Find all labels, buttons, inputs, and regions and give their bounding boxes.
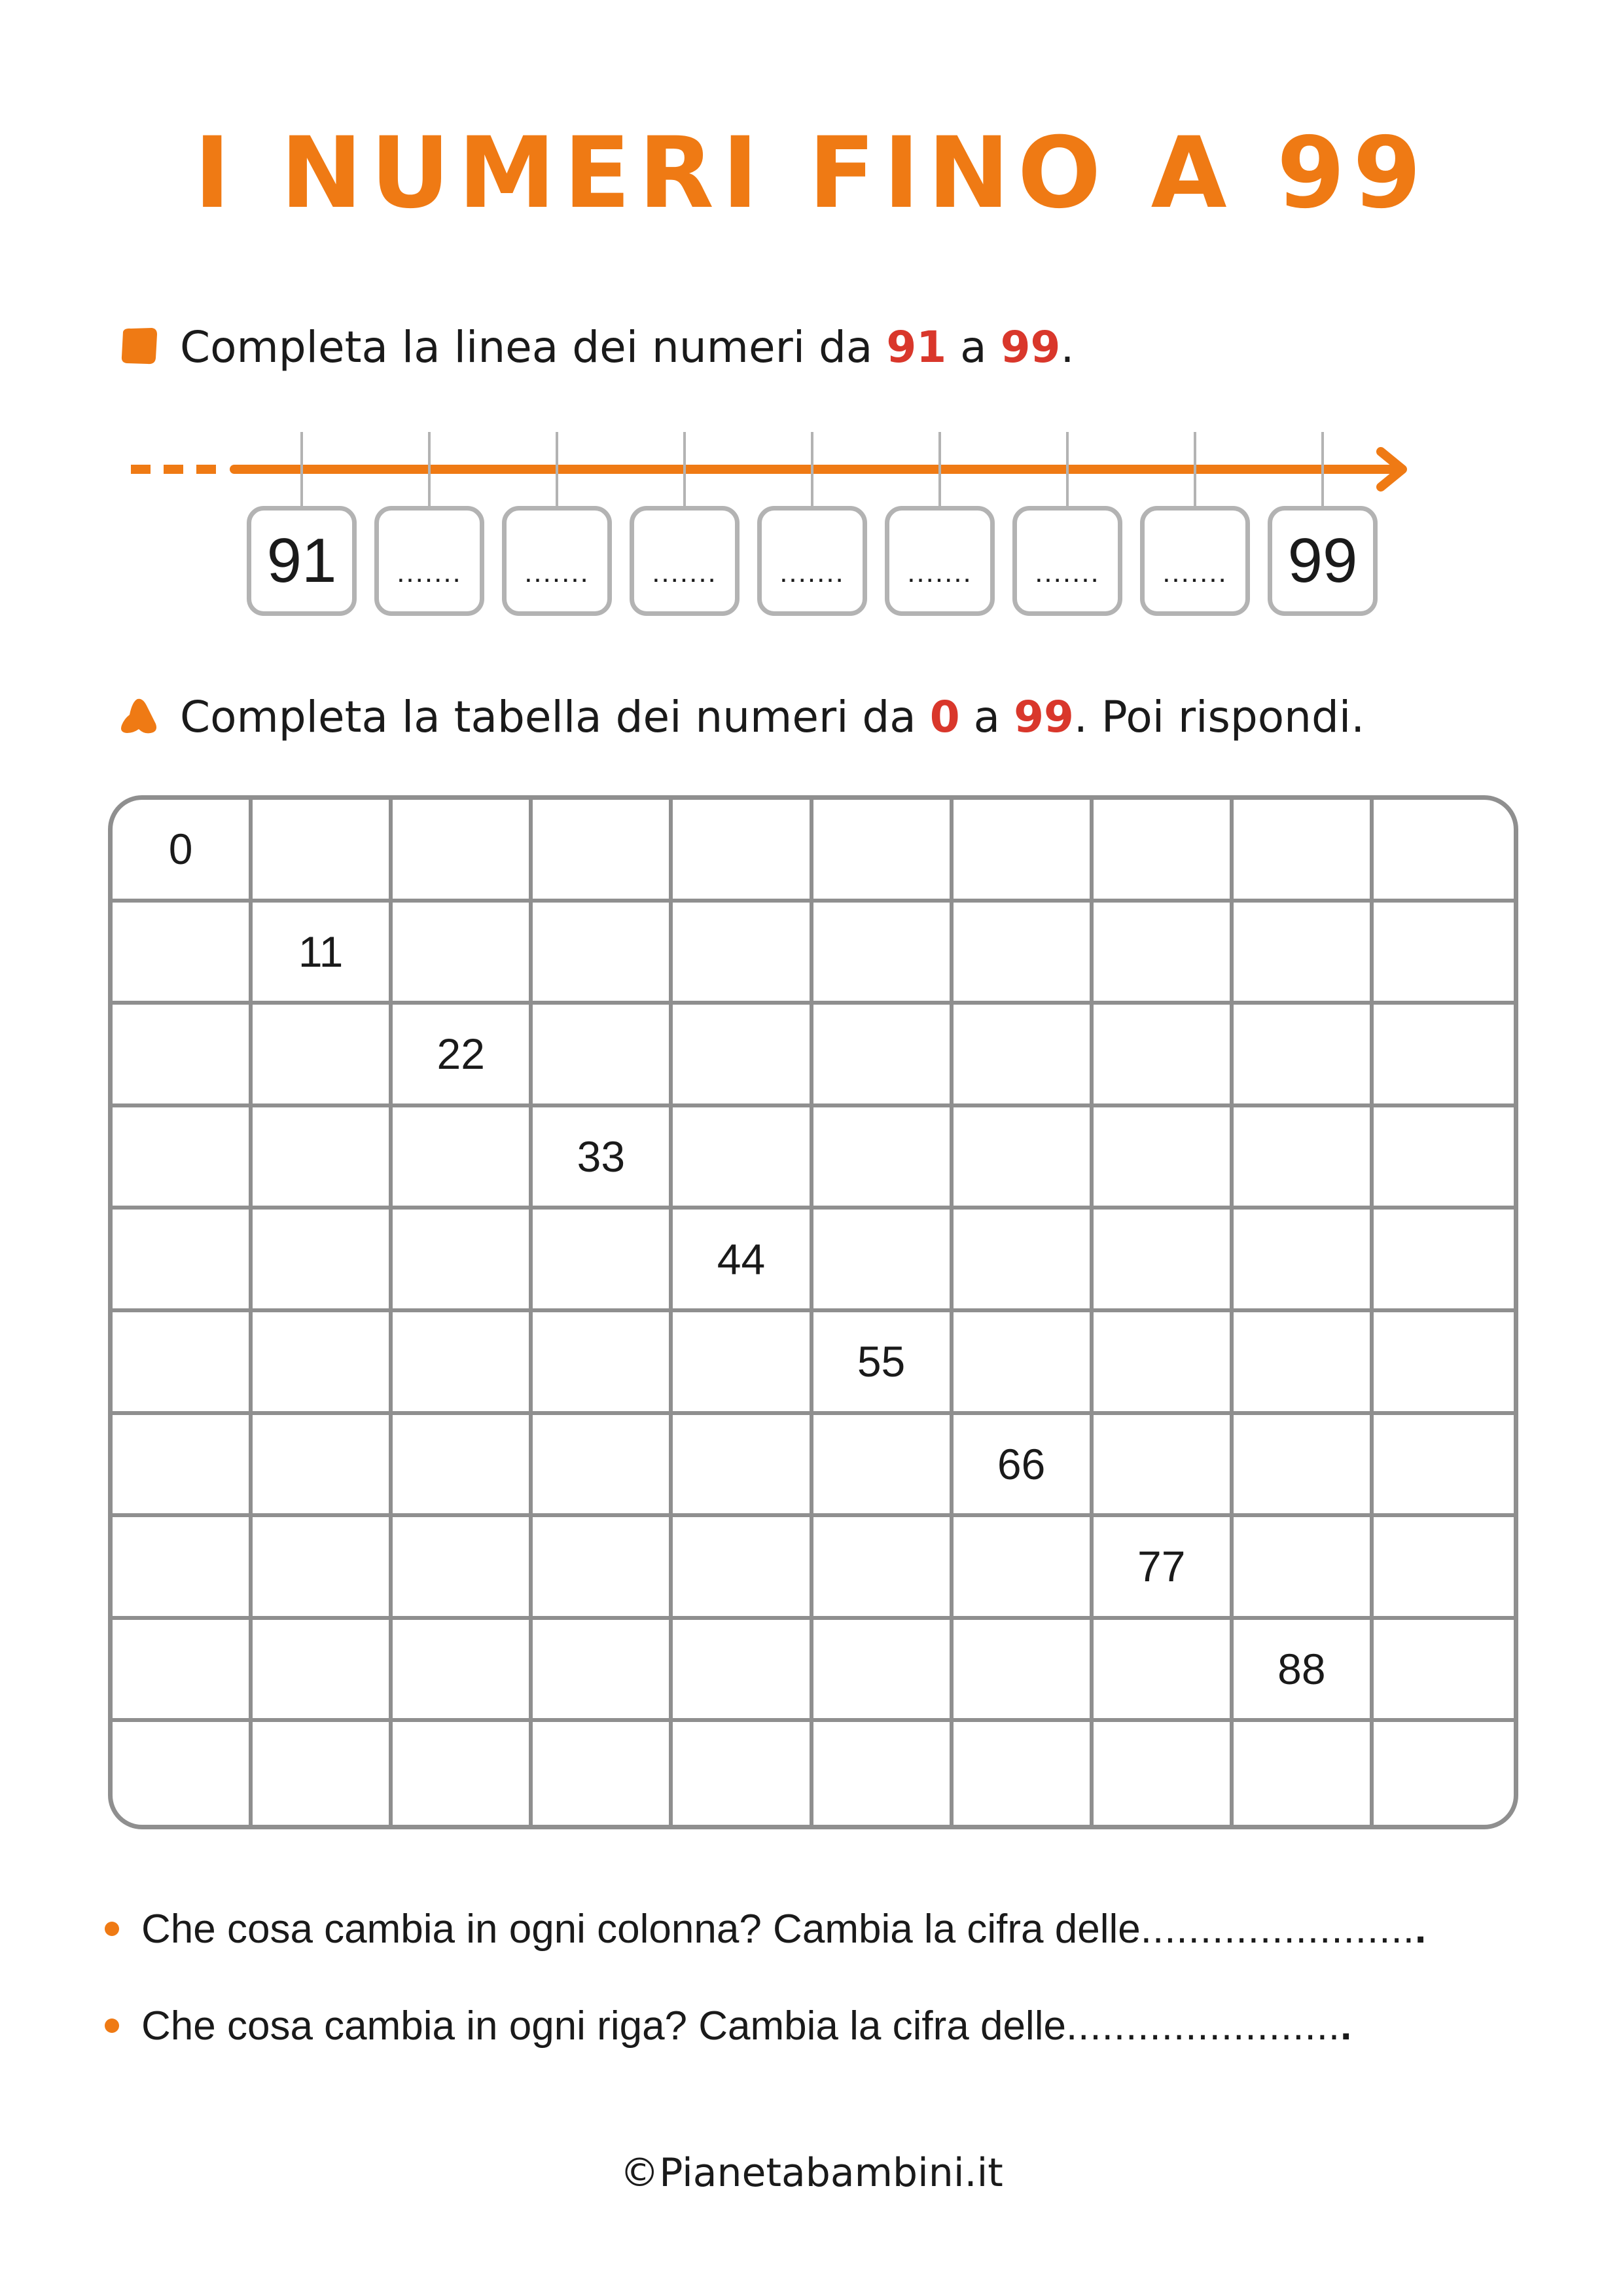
table-cell: 77 bbox=[1094, 1517, 1234, 1620]
table-cell[interactable] bbox=[533, 1210, 673, 1312]
table-cell[interactable] bbox=[673, 800, 813, 903]
table-cell[interactable] bbox=[954, 800, 1094, 903]
table-cell: 88 bbox=[1234, 1620, 1374, 1723]
table-cell[interactable] bbox=[1374, 1722, 1514, 1825]
number-line-blank-box[interactable]: ....... bbox=[1140, 506, 1250, 616]
table-cell[interactable] bbox=[113, 1210, 253, 1312]
table-cell[interactable] bbox=[253, 1005, 393, 1107]
number-line bbox=[0, 0, 1623, 655]
table-cell[interactable] bbox=[1374, 1620, 1514, 1723]
table-cell[interactable] bbox=[1374, 1312, 1514, 1415]
table-cell: 0 bbox=[113, 800, 253, 903]
table-cell[interactable] bbox=[1374, 800, 1514, 903]
table-cell[interactable] bbox=[1094, 1107, 1234, 1210]
table-cell[interactable] bbox=[954, 1722, 1094, 1825]
number-line-blank-box[interactable]: ....... bbox=[374, 506, 484, 616]
table-cell[interactable] bbox=[813, 1210, 954, 1312]
table-cell[interactable] bbox=[813, 1415, 954, 1518]
table-cell[interactable] bbox=[673, 1312, 813, 1415]
question-text: Che cosa cambia in ogni colonna? Cambia la cifra delle bbox=[141, 1906, 1141, 1952]
table-cell[interactable] bbox=[533, 903, 673, 1005]
highlight-number: 99 bbox=[1000, 321, 1061, 372]
table-cell[interactable] bbox=[673, 1415, 813, 1518]
table-cell[interactable] bbox=[1234, 1415, 1374, 1518]
table-cell[interactable] bbox=[954, 1517, 1094, 1620]
numbers-table bbox=[108, 795, 1518, 1829]
number-line-box-99: 99 bbox=[1268, 506, 1378, 616]
table-cell[interactable] bbox=[1374, 1005, 1514, 1107]
table-cell[interactable] bbox=[113, 1620, 253, 1723]
table-cell[interactable] bbox=[1094, 903, 1234, 1005]
number-line-blank-box[interactable]: ....... bbox=[630, 506, 740, 616]
table-cell[interactable] bbox=[1234, 1517, 1374, 1620]
table-cell[interactable] bbox=[393, 1620, 533, 1723]
table-cell[interactable] bbox=[673, 1620, 813, 1723]
table-cell[interactable] bbox=[813, 1005, 954, 1107]
table-cell[interactable] bbox=[253, 1107, 393, 1210]
table-cell[interactable] bbox=[393, 800, 533, 903]
table-cell[interactable] bbox=[954, 1312, 1094, 1415]
table-cell[interactable] bbox=[113, 1517, 253, 1620]
bullet-dot-icon bbox=[105, 1922, 119, 1936]
table-cell[interactable] bbox=[393, 1517, 533, 1620]
table-cell[interactable] bbox=[1374, 1415, 1514, 1518]
table-cell[interactable] bbox=[1094, 800, 1234, 903]
table-cell[interactable] bbox=[393, 1210, 533, 1312]
table-cell[interactable] bbox=[1234, 1107, 1374, 1210]
instruction-text: Completa la linea dei numeri da 91 a 99. bbox=[180, 321, 1075, 372]
table-cell[interactable] bbox=[113, 1722, 253, 1825]
table-cell[interactable] bbox=[1374, 903, 1514, 1005]
table-cell[interactable] bbox=[533, 800, 673, 903]
table-cell[interactable] bbox=[1094, 1722, 1234, 1825]
table-cell[interactable] bbox=[533, 1415, 673, 1518]
table-cell[interactable] bbox=[673, 1107, 813, 1210]
answer-blank[interactable]: ....................... bbox=[1140, 1906, 1415, 1952]
table-cell[interactable] bbox=[1374, 1107, 1514, 1210]
table-cell[interactable] bbox=[1374, 1210, 1514, 1312]
table-cell[interactable] bbox=[253, 1620, 393, 1723]
table-cell[interactable] bbox=[1234, 903, 1374, 1005]
table-cell[interactable] bbox=[113, 1107, 253, 1210]
question-end: . bbox=[1340, 2003, 1352, 2049]
table-cell[interactable] bbox=[253, 1517, 393, 1620]
table-cell[interactable] bbox=[673, 1722, 813, 1825]
question-end: . bbox=[1414, 1906, 1427, 1952]
table-cell[interactable] bbox=[813, 903, 954, 1005]
table-cell[interactable] bbox=[113, 1005, 253, 1107]
table-cell[interactable] bbox=[533, 1722, 673, 1825]
table-cell[interactable] bbox=[954, 1620, 1094, 1723]
question-rows bbox=[105, 1993, 1351, 2058]
table-cell[interactable] bbox=[253, 1415, 393, 1518]
orange-blob-bullet-icon bbox=[118, 695, 160, 737]
table-cell[interactable] bbox=[813, 800, 954, 903]
table-cell[interactable] bbox=[533, 1005, 673, 1107]
table-cell[interactable] bbox=[113, 903, 253, 1005]
table-cell[interactable] bbox=[954, 1005, 1094, 1107]
table-cell[interactable] bbox=[393, 903, 533, 1005]
instruction-table bbox=[118, 681, 1364, 753]
table-cell[interactable] bbox=[253, 1210, 393, 1312]
table-cell[interactable] bbox=[1234, 1210, 1374, 1312]
table-cell[interactable] bbox=[1094, 1312, 1234, 1415]
table-cell[interactable] bbox=[1094, 1415, 1234, 1518]
instruction-text: Completa la tabella dei numeri da 0 a 99. Poi rispondi. bbox=[180, 691, 1365, 742]
table-cell[interactable] bbox=[673, 903, 813, 1005]
number-line-blank-box[interactable]: ....... bbox=[502, 506, 612, 616]
answer-blank[interactable]: ....................... bbox=[1065, 2003, 1341, 2049]
table-cell[interactable] bbox=[954, 1210, 1094, 1312]
table-cell[interactable] bbox=[1374, 1517, 1514, 1620]
table-cell[interactable] bbox=[253, 800, 393, 903]
table-cell[interactable] bbox=[1094, 1620, 1234, 1723]
table-cell: 66 bbox=[954, 1415, 1094, 1518]
number-line-blank-box[interactable]: ....... bbox=[1012, 506, 1122, 616]
question-text: Che cosa cambia in ogni riga? Cambia la cifra delle bbox=[141, 2003, 1066, 2049]
table-cell[interactable] bbox=[1234, 800, 1374, 903]
table-cell[interactable] bbox=[813, 1722, 954, 1825]
number-line-blank-box[interactable]: ....... bbox=[757, 506, 867, 616]
table-cell[interactable] bbox=[533, 1312, 673, 1415]
table-cell[interactable] bbox=[393, 1722, 533, 1825]
table-cell: 44 bbox=[673, 1210, 813, 1312]
table-cell: 33 bbox=[533, 1107, 673, 1210]
table-cell[interactable] bbox=[1234, 1312, 1374, 1415]
table-cell[interactable] bbox=[533, 1517, 673, 1620]
table-cell[interactable] bbox=[113, 1312, 253, 1415]
footer-copyright: ©Pianetabambini.it bbox=[620, 2150, 1003, 2196]
table-cell[interactable] bbox=[813, 1517, 954, 1620]
table-cell[interactable] bbox=[393, 1415, 533, 1518]
table-cell[interactable] bbox=[813, 1107, 954, 1210]
table-cell[interactable] bbox=[393, 1312, 533, 1415]
table-cell[interactable] bbox=[393, 1107, 533, 1210]
table-cell[interactable] bbox=[673, 1005, 813, 1107]
table-cell[interactable] bbox=[954, 903, 1094, 1005]
table-cell[interactable] bbox=[1094, 1210, 1234, 1312]
number-line-box-91: 91 bbox=[247, 506, 357, 616]
page-title: I NUMERI FINO A 99 bbox=[194, 117, 1429, 230]
table-cell[interactable] bbox=[533, 1620, 673, 1723]
table-cell[interactable] bbox=[1094, 1005, 1234, 1107]
highlight-number: 91 bbox=[886, 321, 947, 372]
highlight-number: 99 bbox=[1014, 691, 1074, 742]
table-cell: 55 bbox=[813, 1312, 954, 1415]
table-cell: 11 bbox=[253, 903, 393, 1005]
table-cell[interactable] bbox=[1234, 1005, 1374, 1107]
table-cell[interactable] bbox=[253, 1312, 393, 1415]
table-cell[interactable] bbox=[673, 1517, 813, 1620]
table-cell[interactable] bbox=[954, 1107, 1094, 1210]
bullet-dot-icon bbox=[105, 2018, 119, 2033]
number-line-blank-box[interactable]: ....... bbox=[885, 506, 995, 616]
table-cell: 22 bbox=[393, 1005, 533, 1107]
table-cell[interactable] bbox=[1234, 1722, 1374, 1825]
table-cell[interactable] bbox=[253, 1722, 393, 1825]
highlight-number: 0 bbox=[929, 691, 960, 742]
table-cell[interactable] bbox=[113, 1415, 253, 1518]
question-columns bbox=[105, 1896, 1426, 1962]
table-cell[interactable] bbox=[813, 1620, 954, 1723]
